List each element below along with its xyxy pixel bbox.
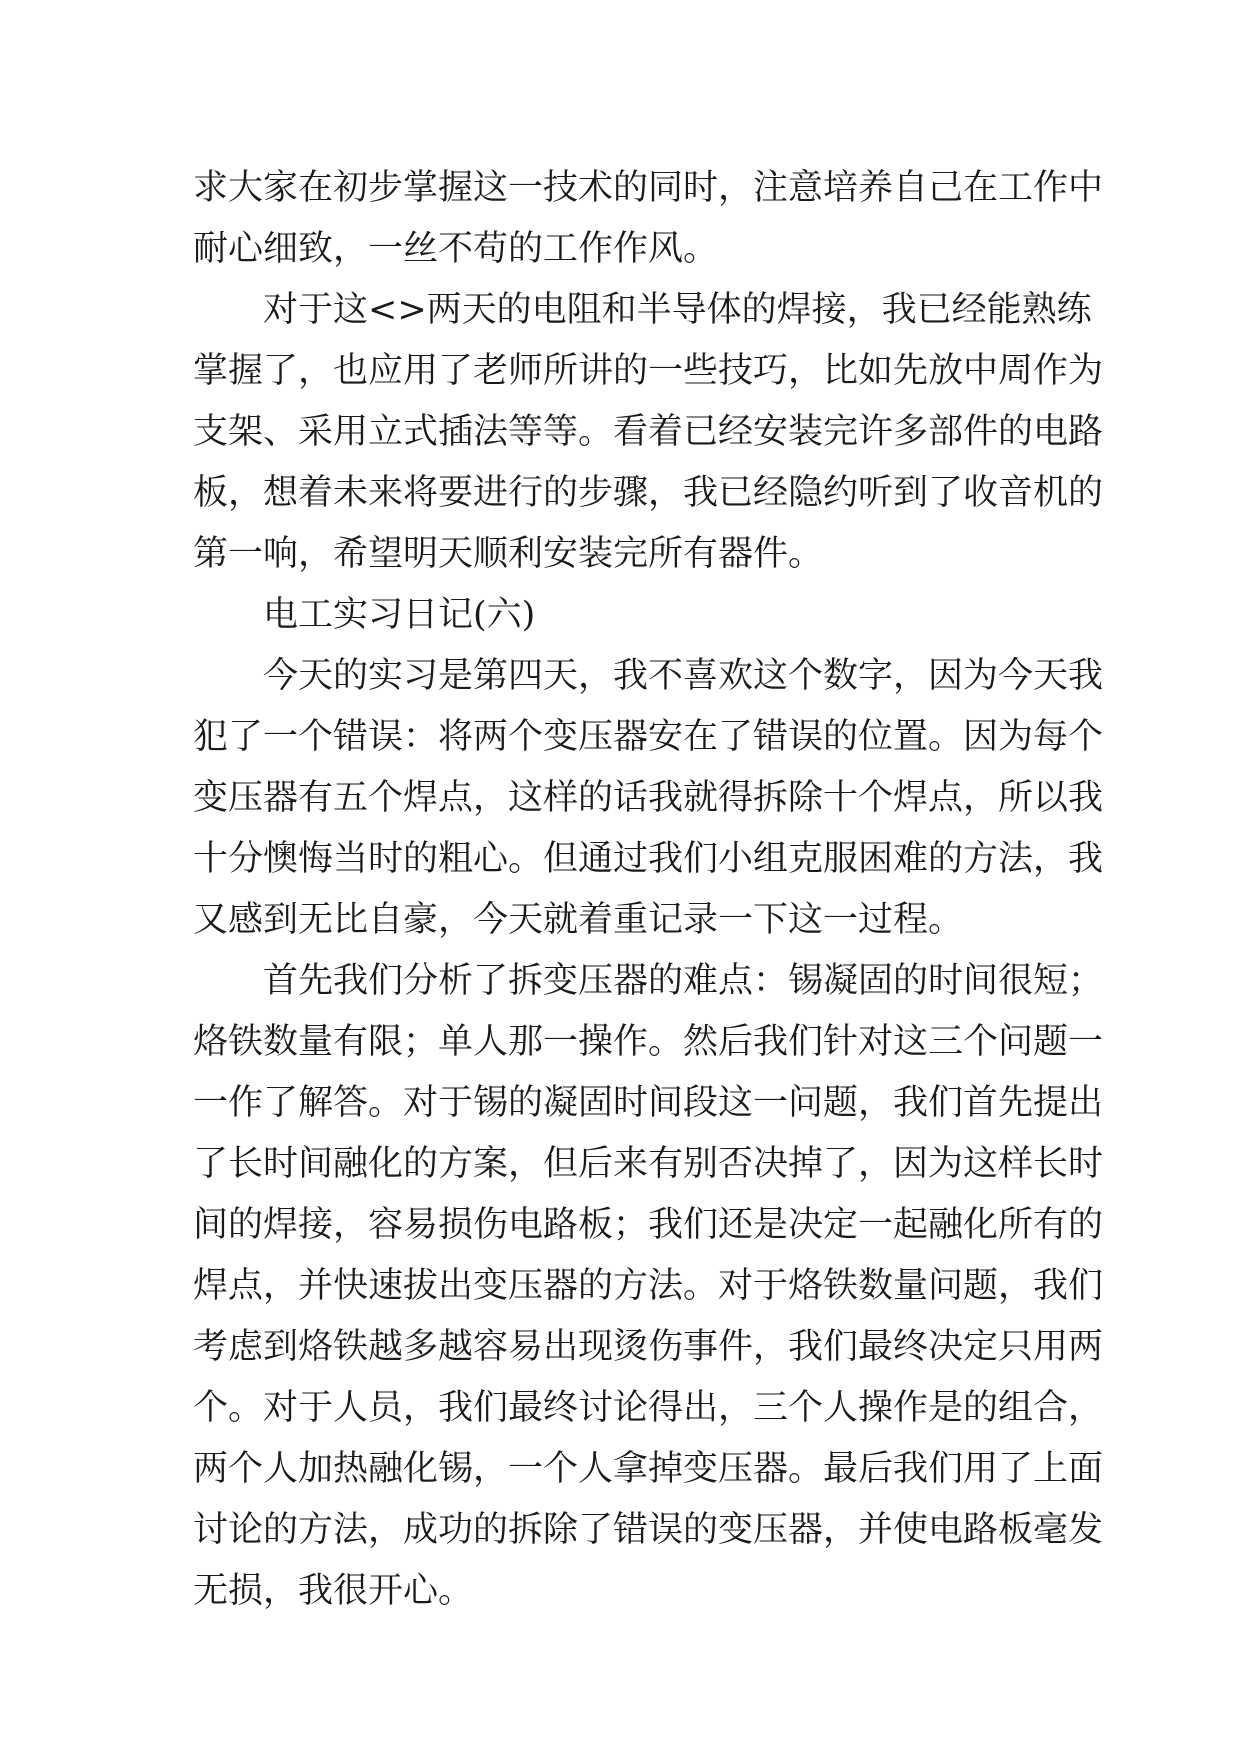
text-line: 间的焊接，容易损伤电路板；我们还是决定一起融化所有的 <box>193 1205 1104 1245</box>
text-line: 支架、采用立式插法等等。看着已经安装完许多部件的电路 <box>193 412 1104 452</box>
text-line: 一作了解答。对于锡的凝固时间段这一问题，我们首先提出 <box>193 1083 1104 1123</box>
text-line: 板，想着未来将要进行的步骤，我已经隐约听到了收音机的 <box>193 473 1104 513</box>
text-line: 首先我们分析了拆变压器的难点：锡凝固的时间很短； <box>263 961 1104 1001</box>
section-heading <box>193 585 1048 646</box>
text-line: 考虑到烙铁越多越容易出现烫伤事件，我们最终决定只用两 <box>193 1327 1104 1367</box>
text-line: 对于这<>两天的电阻和半导体的焊接，我已经能熟练 <box>263 290 1092 330</box>
paragraph-p2 <box>193 280 1104 585</box>
text-line: 焊点，并快速拔出变压器的方法。对于烙铁数量问题，我们 <box>193 1266 1104 1306</box>
text-line: 掌握了，也应用了老师所讲的一些技巧，比如先放中周作为 <box>193 351 1104 391</box>
text-line: 耐心细致，一丝不苟的工作作风。 <box>193 229 719 269</box>
text-line: 两个人加热融化锡，一个人拿掉变压器。最后我们用了上面 <box>193 1449 1104 1489</box>
text-line: 个。对于人员，我们最终讨论得出，三个人操作是的组合， <box>193 1388 1104 1428</box>
text-line: 又感到无比自豪，今天就着重记录一下这一过程。 <box>193 900 964 940</box>
text-line: 烙铁数量有限；单人那一操作。然后我们针对这三个问题一 <box>193 1022 1104 1062</box>
text-line: 今天的实习是第四天，我不喜欢这个数字，因为今天我 <box>263 656 1104 696</box>
body-text <box>193 158 1104 1622</box>
text-line: 第一响，希望明天顺利安装完所有器件。 <box>193 534 824 574</box>
text-line: 求大家在初步掌握这一技术的同时，注意培养自己在工作中 <box>193 168 1104 208</box>
heading-line: 电工实习日记(六) <box>263 595 536 635</box>
paragraph-p5 <box>193 951 1104 1622</box>
text-line: 十分懊悔当时的粗心。但通过我们小组克服困难的方法，我 <box>193 839 1104 879</box>
text-line: 讨论的方法，成功的拆除了错误的变压器，并使电路板毫发 <box>193 1510 1104 1550</box>
text-line: 了长时间融化的方案，但后来有别否决掉了，因为这样长时 <box>193 1144 1104 1184</box>
paragraph-p4 <box>193 646 1104 951</box>
text-line: 无损，我很开心。 <box>193 1571 474 1611</box>
text-line: 变压器有五个焊点，这样的话我就得拆除十个焊点，所以我 <box>193 778 1104 818</box>
paragraph-p1 <box>193 158 1104 280</box>
text-line: 犯了一个错误：将两个变压器安在了错误的位置。因为每个 <box>193 717 1104 757</box>
